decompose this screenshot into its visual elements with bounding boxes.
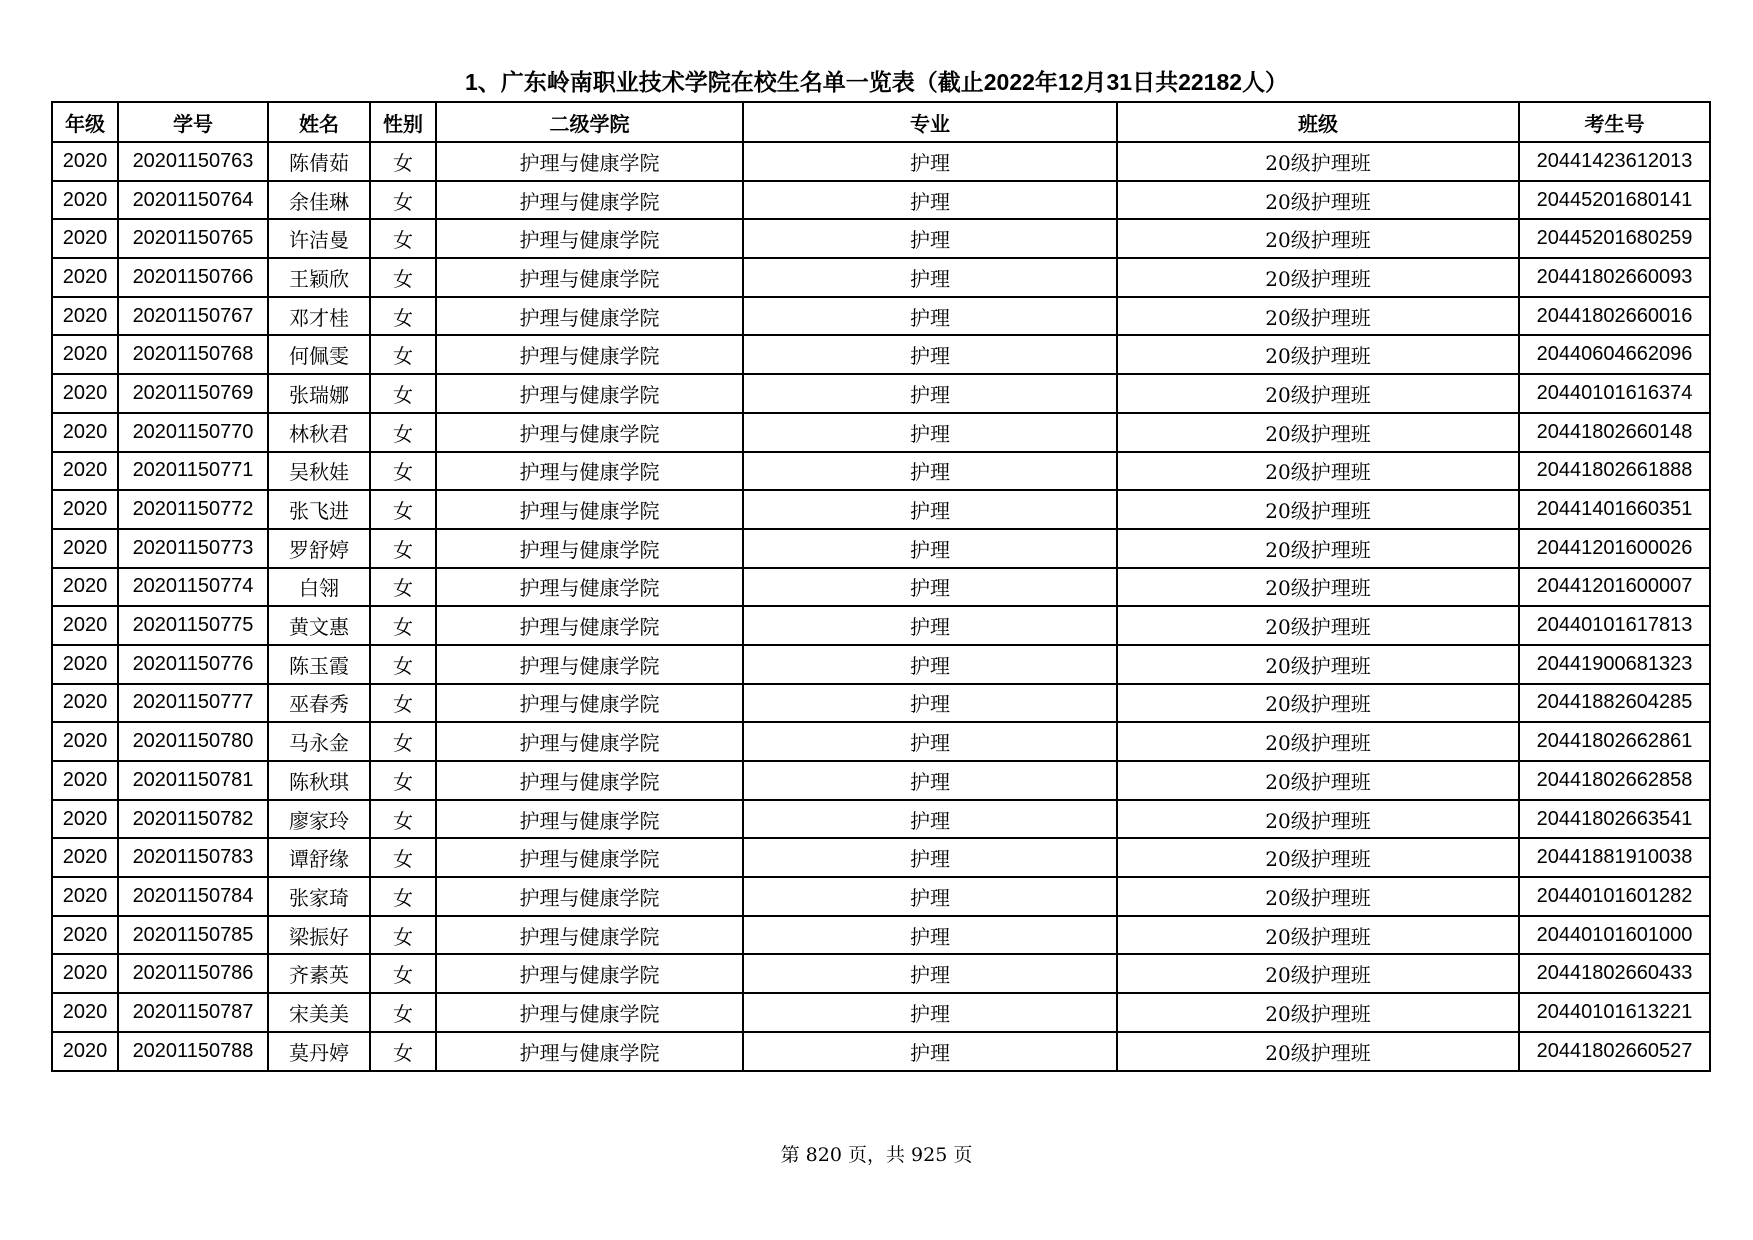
student-id-cell: 20201150780 xyxy=(118,722,268,761)
grade-cell: 2020 xyxy=(52,645,118,684)
name-cell: 齐素英 xyxy=(268,954,370,993)
name-cell: 何佩雯 xyxy=(268,335,370,374)
header-name: 姓名 xyxy=(268,102,370,142)
table-row xyxy=(52,219,1710,258)
table-row xyxy=(52,800,1710,839)
table-row xyxy=(52,181,1710,220)
exam-number-cell: 20441423612013 xyxy=(1519,142,1710,181)
major-cell: 护理 xyxy=(743,645,1117,684)
student-id-cell: 20201150763 xyxy=(118,142,268,181)
grade-cell: 2020 xyxy=(52,761,118,800)
class-cell: 20级护理班 xyxy=(1117,954,1519,993)
class-cell: 20级护理班 xyxy=(1117,219,1519,258)
name-cell: 谭舒缘 xyxy=(268,838,370,877)
gender-cell: 女 xyxy=(370,335,436,374)
table-row xyxy=(52,142,1710,181)
grade-cell: 2020 xyxy=(52,877,118,916)
major-cell: 护理 xyxy=(743,374,1117,413)
exam-number-cell: 20441882604285 xyxy=(1519,684,1710,723)
major-cell: 护理 xyxy=(743,877,1117,916)
gender-cell: 女 xyxy=(370,568,436,607)
major-cell: 护理 xyxy=(743,993,1117,1032)
name-cell: 林秋君 xyxy=(268,413,370,452)
major-cell: 护理 xyxy=(743,413,1117,452)
table-row xyxy=(52,916,1710,955)
college-cell: 护理与健康学院 xyxy=(436,684,743,723)
exam-number-cell: 20445201680141 xyxy=(1519,181,1710,220)
grade-cell: 2020 xyxy=(52,258,118,297)
name-cell: 王颖欣 xyxy=(268,258,370,297)
exam-number-cell: 20441802660093 xyxy=(1519,258,1710,297)
gender-cell: 女 xyxy=(370,993,436,1032)
class-cell: 20级护理班 xyxy=(1117,877,1519,916)
table-header-row xyxy=(52,102,1710,142)
grade-cell: 2020 xyxy=(52,335,118,374)
college-cell: 护理与健康学院 xyxy=(436,800,743,839)
name-cell: 张瑞娜 xyxy=(268,374,370,413)
header-class: 班级 xyxy=(1117,102,1519,142)
student-id-cell: 20201150777 xyxy=(118,684,268,723)
grade-cell: 2020 xyxy=(52,954,118,993)
grade-cell: 2020 xyxy=(52,529,118,568)
name-cell: 宋美美 xyxy=(268,993,370,1032)
exam-number-cell: 20440101616374 xyxy=(1519,374,1710,413)
name-cell: 吴秋娃 xyxy=(268,452,370,491)
table-row xyxy=(52,877,1710,916)
student-id-cell: 20201150774 xyxy=(118,568,268,607)
college-cell: 护理与健康学院 xyxy=(436,529,743,568)
grade-cell: 2020 xyxy=(52,490,118,529)
name-cell: 白翎 xyxy=(268,568,370,607)
name-cell: 张飞进 xyxy=(268,490,370,529)
college-cell: 护理与健康学院 xyxy=(436,335,743,374)
table-row xyxy=(52,993,1710,1032)
class-cell: 20级护理班 xyxy=(1117,490,1519,529)
gender-cell: 女 xyxy=(370,877,436,916)
exam-number-cell: 20441900681323 xyxy=(1519,645,1710,684)
college-cell: 护理与健康学院 xyxy=(436,181,743,220)
gender-cell: 女 xyxy=(370,181,436,220)
student-id-cell: 20201150765 xyxy=(118,219,268,258)
class-cell: 20级护理班 xyxy=(1117,838,1519,877)
class-cell: 20级护理班 xyxy=(1117,258,1519,297)
grade-cell: 2020 xyxy=(52,452,118,491)
table-body xyxy=(52,142,1710,1071)
name-cell: 巫春秀 xyxy=(268,684,370,723)
gender-cell: 女 xyxy=(370,490,436,529)
table-row xyxy=(52,452,1710,491)
major-cell: 护理 xyxy=(743,181,1117,220)
exam-number-cell: 20441802662858 xyxy=(1519,761,1710,800)
grade-cell: 2020 xyxy=(52,181,118,220)
student-id-cell: 20201150786 xyxy=(118,954,268,993)
class-cell: 20级护理班 xyxy=(1117,722,1519,761)
student-id-cell: 20201150781 xyxy=(118,761,268,800)
gender-cell: 女 xyxy=(370,297,436,336)
college-cell: 护理与健康学院 xyxy=(436,258,743,297)
exam-number-cell: 20441802660433 xyxy=(1519,954,1710,993)
grade-cell: 2020 xyxy=(52,297,118,336)
grade-cell: 2020 xyxy=(52,838,118,877)
name-cell: 余佳琳 xyxy=(268,181,370,220)
header-college: 二级学院 xyxy=(436,102,743,142)
name-cell: 廖家玲 xyxy=(268,800,370,839)
class-cell: 20级护理班 xyxy=(1117,568,1519,607)
gender-cell: 女 xyxy=(370,258,436,297)
header-gender: 性别 xyxy=(370,102,436,142)
table-row xyxy=(52,568,1710,607)
class-cell: 20级护理班 xyxy=(1117,684,1519,723)
table-row xyxy=(52,335,1710,374)
college-cell: 护理与健康学院 xyxy=(436,954,743,993)
exam-number-cell: 20441802661888 xyxy=(1519,452,1710,491)
exam-number-cell: 20441881910038 xyxy=(1519,838,1710,877)
gender-cell: 女 xyxy=(370,606,436,645)
grade-cell: 2020 xyxy=(52,413,118,452)
college-cell: 护理与健康学院 xyxy=(436,452,743,491)
table-row xyxy=(52,258,1710,297)
major-cell: 护理 xyxy=(743,297,1117,336)
table-row xyxy=(52,297,1710,336)
exam-number-cell: 20441802660016 xyxy=(1519,297,1710,336)
college-cell: 护理与健康学院 xyxy=(436,219,743,258)
exam-number-cell: 20441802663541 xyxy=(1519,800,1710,839)
table-row xyxy=(52,722,1710,761)
exam-number-cell: 20440604662096 xyxy=(1519,335,1710,374)
student-id-cell: 20201150787 xyxy=(118,993,268,1032)
gender-cell: 女 xyxy=(370,374,436,413)
name-cell: 梁振好 xyxy=(268,916,370,955)
table-row xyxy=(52,838,1710,877)
exam-number-cell: 20441201600007 xyxy=(1519,568,1710,607)
name-cell: 陈玉霞 xyxy=(268,645,370,684)
class-cell: 20级护理班 xyxy=(1117,181,1519,220)
college-cell: 护理与健康学院 xyxy=(436,142,743,181)
major-cell: 护理 xyxy=(743,684,1117,723)
student-id-cell: 20201150771 xyxy=(118,452,268,491)
student-id-cell: 20201150776 xyxy=(118,645,268,684)
grade-cell: 2020 xyxy=(52,722,118,761)
major-cell: 护理 xyxy=(743,761,1117,800)
table-row xyxy=(52,529,1710,568)
major-cell: 护理 xyxy=(743,529,1117,568)
gender-cell: 女 xyxy=(370,142,436,181)
class-cell: 20级护理班 xyxy=(1117,529,1519,568)
gender-cell: 女 xyxy=(370,916,436,955)
student-id-cell: 20201150773 xyxy=(118,529,268,568)
gender-cell: 女 xyxy=(370,684,436,723)
exam-number-cell: 20441802660148 xyxy=(1519,413,1710,452)
gender-cell: 女 xyxy=(370,413,436,452)
exam-number-cell: 20440101613221 xyxy=(1519,993,1710,1032)
class-cell: 20级护理班 xyxy=(1117,413,1519,452)
college-cell: 护理与健康学院 xyxy=(436,993,743,1032)
gender-cell: 女 xyxy=(370,838,436,877)
exam-number-cell: 20441802660527 xyxy=(1519,1032,1710,1071)
student-id-cell: 20201150784 xyxy=(118,877,268,916)
header-major: 专业 xyxy=(743,102,1117,142)
major-cell: 护理 xyxy=(743,606,1117,645)
name-cell: 许洁曼 xyxy=(268,219,370,258)
grade-cell: 2020 xyxy=(52,219,118,258)
table-row xyxy=(52,954,1710,993)
table-row xyxy=(52,645,1710,684)
page-number: 第 820 页，共 925 页 xyxy=(780,1144,973,1166)
grade-cell: 2020 xyxy=(52,684,118,723)
page-title: 1、广东岭南职业技术学院在校生名单一览表（截止2022年12月31日共22182人） xyxy=(464,69,1289,95)
class-cell: 20级护理班 xyxy=(1117,452,1519,491)
student-id-cell: 20201150782 xyxy=(118,800,268,839)
name-cell: 马永金 xyxy=(268,722,370,761)
table-row xyxy=(52,413,1710,452)
grade-cell: 2020 xyxy=(52,800,118,839)
gender-cell: 女 xyxy=(370,645,436,684)
student-id-cell: 20201150769 xyxy=(118,374,268,413)
college-cell: 护理与健康学院 xyxy=(436,606,743,645)
gender-cell: 女 xyxy=(370,761,436,800)
student-id-cell: 20201150768 xyxy=(118,335,268,374)
student-id-cell: 20201150767 xyxy=(118,297,268,336)
major-cell: 护理 xyxy=(743,838,1117,877)
major-cell: 护理 xyxy=(743,568,1117,607)
grade-cell: 2020 xyxy=(52,142,118,181)
major-cell: 护理 xyxy=(743,722,1117,761)
exam-number-cell: 20440101617813 xyxy=(1519,606,1710,645)
class-cell: 20级护理班 xyxy=(1117,142,1519,181)
class-cell: 20级护理班 xyxy=(1117,335,1519,374)
major-cell: 护理 xyxy=(743,452,1117,491)
college-cell: 护理与健康学院 xyxy=(436,413,743,452)
student-id-cell: 20201150785 xyxy=(118,916,268,955)
major-cell: 护理 xyxy=(743,800,1117,839)
exam-number-cell: 20441802662861 xyxy=(1519,722,1710,761)
table-row xyxy=(52,490,1710,529)
college-cell: 护理与健康学院 xyxy=(436,374,743,413)
table-row xyxy=(52,1032,1710,1071)
student-id-cell: 20201150775 xyxy=(118,606,268,645)
class-cell: 20级护理班 xyxy=(1117,297,1519,336)
major-cell: 护理 xyxy=(743,954,1117,993)
gender-cell: 女 xyxy=(370,452,436,491)
gender-cell: 女 xyxy=(370,722,436,761)
exam-number-cell: 20441201600026 xyxy=(1519,529,1710,568)
gender-cell: 女 xyxy=(370,529,436,568)
gender-cell: 女 xyxy=(370,800,436,839)
grade-cell: 2020 xyxy=(52,374,118,413)
class-cell: 20级护理班 xyxy=(1117,800,1519,839)
college-cell: 护理与健康学院 xyxy=(436,297,743,336)
grade-cell: 2020 xyxy=(52,606,118,645)
header-exam-number: 考生号 xyxy=(1519,102,1710,142)
student-id-cell: 20201150772 xyxy=(118,490,268,529)
name-cell: 莫丹婷 xyxy=(268,1032,370,1071)
student-roster-table xyxy=(51,101,1711,1072)
exam-number-cell: 20440101601000 xyxy=(1519,916,1710,955)
major-cell: 护理 xyxy=(743,916,1117,955)
student-id-cell: 20201150766 xyxy=(118,258,268,297)
class-cell: 20级护理班 xyxy=(1117,606,1519,645)
major-cell: 护理 xyxy=(743,335,1117,374)
exam-number-cell: 20445201680259 xyxy=(1519,219,1710,258)
name-cell: 邓才桂 xyxy=(268,297,370,336)
class-cell: 20级护理班 xyxy=(1117,916,1519,955)
gender-cell: 女 xyxy=(370,954,436,993)
name-cell: 陈倩茹 xyxy=(268,142,370,181)
college-cell: 护理与健康学院 xyxy=(436,916,743,955)
student-id-cell: 20201150788 xyxy=(118,1032,268,1071)
gender-cell: 女 xyxy=(370,1032,436,1071)
exam-number-cell: 20440101601282 xyxy=(1519,877,1710,916)
class-cell: 20级护理班 xyxy=(1117,1032,1519,1071)
college-cell: 护理与健康学院 xyxy=(436,722,743,761)
college-cell: 护理与健康学院 xyxy=(436,490,743,529)
major-cell: 护理 xyxy=(743,219,1117,258)
grade-cell: 2020 xyxy=(52,916,118,955)
name-cell: 陈秋琪 xyxy=(268,761,370,800)
college-cell: 护理与健康学院 xyxy=(436,568,743,607)
major-cell: 护理 xyxy=(743,1032,1117,1071)
college-cell: 护理与健康学院 xyxy=(436,645,743,684)
college-cell: 护理与健康学院 xyxy=(436,1032,743,1071)
class-cell: 20级护理班 xyxy=(1117,761,1519,800)
grade-cell: 2020 xyxy=(52,993,118,1032)
exam-number-cell: 20441401660351 xyxy=(1519,490,1710,529)
name-cell: 罗舒婷 xyxy=(268,529,370,568)
table-row xyxy=(52,684,1710,723)
major-cell: 护理 xyxy=(743,258,1117,297)
class-cell: 20级护理班 xyxy=(1117,645,1519,684)
student-id-cell: 20201150783 xyxy=(118,838,268,877)
table-row xyxy=(52,761,1710,800)
student-id-cell: 20201150764 xyxy=(118,181,268,220)
major-cell: 护理 xyxy=(743,490,1117,529)
header-student-id: 学号 xyxy=(118,102,268,142)
major-cell: 护理 xyxy=(743,142,1117,181)
college-cell: 护理与健康学院 xyxy=(436,761,743,800)
college-cell: 护理与健康学院 xyxy=(436,877,743,916)
name-cell: 黄文惠 xyxy=(268,606,370,645)
table-row xyxy=(52,606,1710,645)
class-cell: 20级护理班 xyxy=(1117,374,1519,413)
name-cell: 张家琦 xyxy=(268,877,370,916)
table-row xyxy=(52,374,1710,413)
header-grade: 年级 xyxy=(52,102,118,142)
grade-cell: 2020 xyxy=(52,568,118,607)
student-id-cell: 20201150770 xyxy=(118,413,268,452)
gender-cell: 女 xyxy=(370,219,436,258)
college-cell: 护理与健康学院 xyxy=(436,838,743,877)
class-cell: 20级护理班 xyxy=(1117,993,1519,1032)
grade-cell: 2020 xyxy=(52,1032,118,1071)
